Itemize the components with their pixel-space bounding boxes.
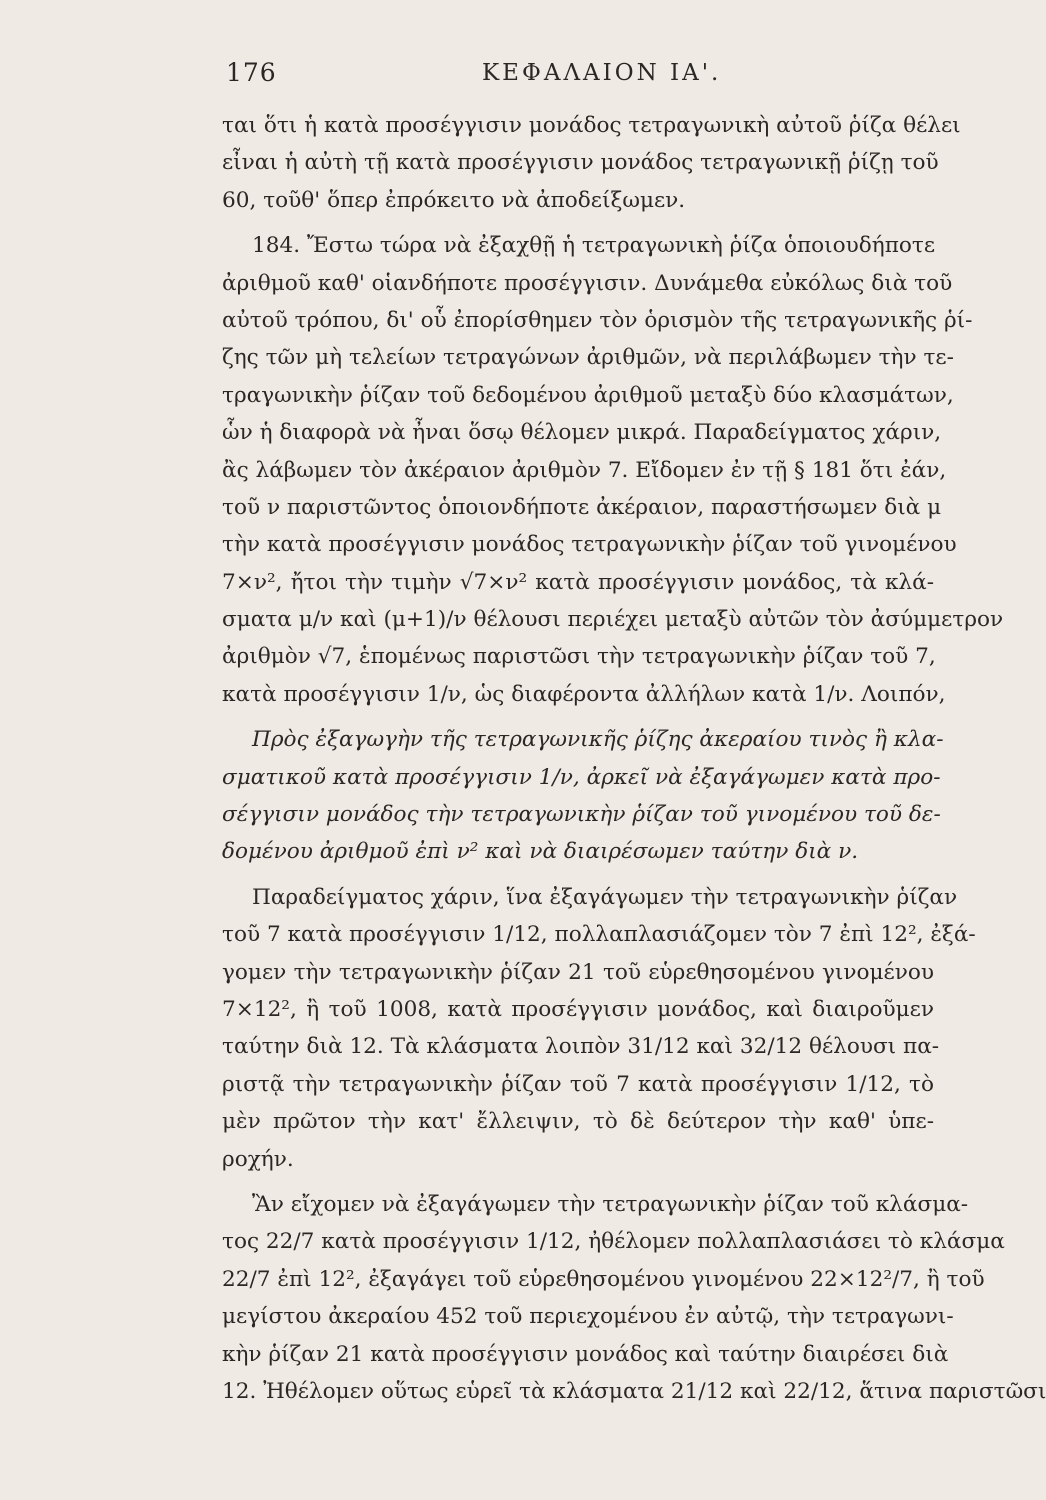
page-header xyxy=(0,58,956,98)
rule-italic-line: Πρὸς ἐξαγωγὴν τῆς τετραγωνικῆς ῥίζης ἀκεραίου τινὸς ἢ κλα- xyxy=(252,727,944,753)
text-line: ἀριθμὸν √7, ἑπομένως παριστῶσι τὴν τετραγωνικὴν ῥίζαν τοῦ 7, xyxy=(222,644,936,670)
text-line: ροχήν. xyxy=(222,1146,294,1172)
section-184-line: 184. Ἔστω τώρα νὰ ἐξαχθῇ ἡ τετραγωνικὴ ῥίζα ὁποιουδήποτε xyxy=(252,233,936,259)
rule-italic-line: δομένου ἀριθμοῦ ἐπὶ ν² καὶ νὰ διαιρέσωμεν ταύτην διὰ ν. xyxy=(222,839,859,865)
chapter-title: ΚΕΦΑΛΑΙΟΝ ΙΑ'. xyxy=(482,60,722,86)
text-line: μεγίστου ἀκεραίου 452 τοῦ περιεχομένου ἐν αὐτῷ, τὴν τετραγωνι- xyxy=(222,1304,954,1330)
text-line: τὴν κατὰ προσέγγισιν μονάδος τετραγωνικὴν ῥίζαν τοῦ γινομένου xyxy=(222,532,957,558)
text-line: κατὰ προσέγγισιν 1/ν, ὡς διαφέροντα ἀλλήλων κατὰ 1/ν. Λοιπόν, xyxy=(222,681,946,707)
text-line: τος 22/7 κατὰ προσέγγισιν 1/12, ἠθέλομεν πολλαπλασιάσει τὸ κλάσμα xyxy=(222,1229,1005,1255)
text-line: ὧν ἡ διαφορὰ νὰ ἦναι ὅσῳ θέλομεν μικρά. Παραδείγματος χάριν, xyxy=(222,420,942,446)
text-line: τοῦ 7 κατὰ προσέγγισιν 1/12, πολλαπλασιάζομεν τὸν 7 ἐπὶ 12², ἐξά- xyxy=(222,922,976,948)
rule-italic-line: σματικοῦ κατὰ προσέγγισιν 1/ν, ἀρκεῖ νὰ ἐξαγάγωμεν κατὰ προ- xyxy=(222,764,941,790)
text-line: μὲν πρῶτον τὴν κατ' ἔλλειψιν, τὸ δὲ δεύτερον τὴν καθ' ὑπε- xyxy=(222,1109,934,1135)
text-line: 60, τοῦθ' ὅπερ ἐπρόκειτο νὰ ἀποδείξωμεν. xyxy=(222,187,686,213)
text-line: ριστᾷ τὴν τετραγωνικὴν ῥίζαν τοῦ 7 κατὰ προσέγγισιν 1/12, τὸ xyxy=(222,1071,934,1097)
text-line: ἂς λάβωμεν τὸν ἀκέραιον ἀριθμὸν 7. Εἴδομεν ἐν τῇ § 181 ὅτι ἐάν, xyxy=(222,457,947,483)
page-body xyxy=(222,107,1046,1410)
text-line: τραγωνικὴν ῥίζαν τοῦ δεδομένου ἀριθμοῦ μεταξὺ δύο κλασμάτων, xyxy=(222,382,954,408)
text-line: κὴν ῥίζαν 21 κατὰ προσέγγισιν μονάδος καὶ ταύτην διαιρέσει διὰ xyxy=(222,1341,949,1367)
text-line: 22/7 ἐπὶ 12², ἐξαγάγει τοῦ εὑρεθησομένου γινομένου 22×12²/7, ἢ τοῦ xyxy=(222,1266,985,1292)
text-line: 12. Ἠθέλομεν οὕτως εὑρεῖ τὰ κλάσματα 21/12 καὶ 22/12, ἅτινα παριστῶσι xyxy=(222,1378,1046,1404)
text-line: ζης τῶν μὴ τελείων τετραγώνων ἀριθμῶν, νὰ περιλάβωμεν τὴν τε- xyxy=(222,345,954,371)
text-line: Παραδείγματος χάριν, ἵνα ἐξαγάγωμεν τὴν τετραγωνικὴν ῥίζαν xyxy=(252,884,958,910)
text-line: Ἂν εἴχομεν νὰ ἐξαγάγωμεν τὴν τετραγωνικὴν ῥίζαν τοῦ κλάσμα- xyxy=(252,1191,969,1217)
page-number: 176 xyxy=(226,58,277,87)
text-line: 7×ν², ἤτοι τὴν τιμὴν √7×ν² κατὰ προσέγγισιν μονάδος, τὰ κλά- xyxy=(222,569,934,595)
text-line: γομεν τὴν τετραγωνικὴν ῥίζαν 21 τοῦ εὑρεθησομένου γινομένου xyxy=(222,959,934,985)
text-line: ἀριθμοῦ καθ' οἱανδήποτε προσέγγισιν. Δυνάμεθα εὐκόλως διὰ τοῦ xyxy=(222,270,953,296)
text-line: ταύτην διὰ 12. Τὰ κλάσματα λοιπὸν 31/12 καὶ 32/12 θέλουσι πα- xyxy=(222,1034,940,1060)
text-line: 7×12², ἢ τοῦ 1008, κατὰ προσέγγισιν μονάδος, καὶ διαιροῦμεν xyxy=(222,996,934,1022)
text-line: εἶναι ἡ αὐτὴ τῇ κατὰ προσέγγισιν μονάδος τετραγωνικῇ ῥίζῃ τοῦ xyxy=(222,150,939,176)
text-line: ται ὅτι ἡ κατὰ προσέγγισιν μονάδος τετραγωνικὴ αὐτοῦ ῥίζα θέλει xyxy=(222,113,961,138)
text-line: αὐτοῦ τρόπου, δι' οὗ ἐπορίσθημεν τὸν ὁρισμὸν τῆς τετραγωνικῆς ῥί- xyxy=(222,307,973,333)
text-line: σματα μ/ν καὶ (μ+1)/ν θέλουσι περιέχει μεταξὺ αὐτῶν τὸν ἀσύμμετρον xyxy=(222,607,1004,633)
text-line: τοῦ ν παριστῶντος ὁποιονδήποτε ἀκέραιον, παραστήσωμεν διὰ μ xyxy=(222,494,942,520)
rule-italic-line: σέγγισιν μονάδος τὴν τετραγωνικὴν ῥίζαν τοῦ γινομένου τοῦ δε- xyxy=(222,802,941,828)
